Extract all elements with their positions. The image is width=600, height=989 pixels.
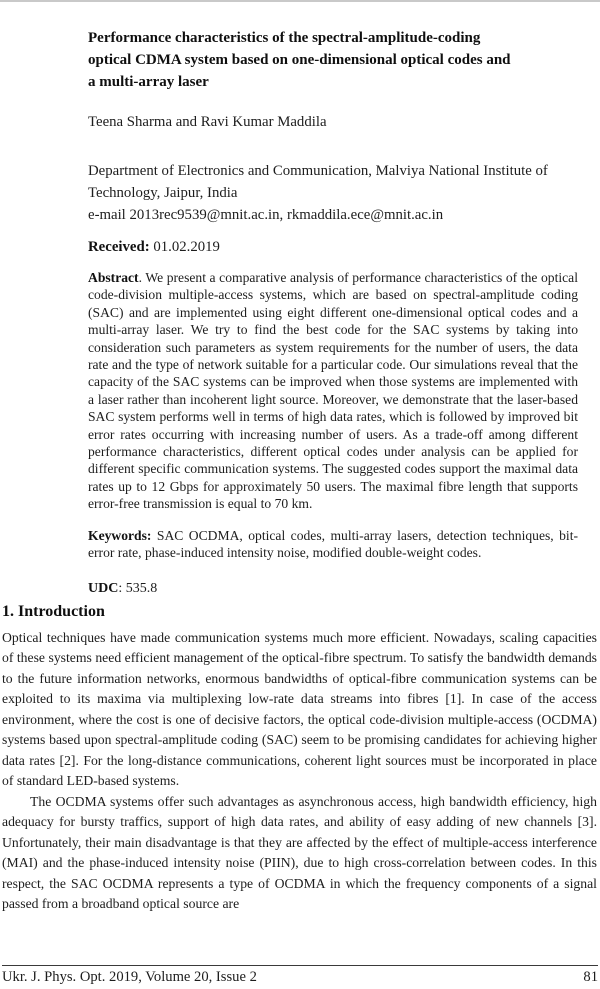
received-date: 01.02.2019 xyxy=(153,239,220,255)
title-line-3: a multi-array laser xyxy=(88,74,209,90)
email-line: e-mail 2013rec9539@mnit.ac.in, rkmaddila.ece@mnit.ac.in xyxy=(88,207,444,223)
keywords-label: Keywords: xyxy=(88,527,152,543)
received-line xyxy=(88,239,578,256)
abstract-label: Abstract xyxy=(88,270,139,285)
affiliation-block xyxy=(88,160,578,226)
scan-top-edge xyxy=(0,0,600,2)
article-body xyxy=(2,602,597,915)
affiliation-text: Department of Electronics and Communication, Malviya National Institute of Technology, Jaipur, India xyxy=(88,163,548,201)
page-number: 81 xyxy=(583,969,598,985)
introduction-paragraph-2: The OCDMA systems offer such advantages as asynchronous access, high bandwidth efficiency, high adequacy for bursty traffics, support of high data rates, and ability of easy adding of new channels [3]. Unfortunately, their main disadvantage is that they are affected by the effect of multiple-access interference (MAI) and the phase-induced intensity noise (PIIN), due to high cross-correlation between codes. In this respect, the SAC OCDMA represents a type of OCDMA in which the frequency components of a signal passed from a broadband optical source are xyxy=(2,793,597,912)
page-footer xyxy=(0,965,600,989)
udc-line xyxy=(88,580,578,597)
keywords-text: SAC OCDMA, optical codes, multi-array lasers, detection techniques, bit-error rate, phase-induced intensity noise, modified double-weight codes. xyxy=(88,527,578,561)
article-front-matter xyxy=(88,27,578,597)
section-heading-introduction: 1. Introduction xyxy=(2,602,105,620)
abstract-text: . We present a comparative analysis of performance characteristics of the optical code-division multiple-access systems, which are based on spectral-amplitude coding (SAC) and are implemented using eight different one-dimensional optical codes and a multi-array laser. We try to find the best code for the SAC systems by taking into consideration such parameters as system requirements for the number of users, the data rate and the type of network suitable for a particular code. Our simulations reveal that the capacity of the SAC systems can be improved when those systems are implemented with a laser rather than incoherent light source. Moreover, we demonstrate that the laser-based SAC system performs well in terms of high data rates, which is followed by improved bit error rates occurring with increasing number of users. As a trade-off among different performance characteristics, different optical codes under analysis can be applied for different specific communication systems. The suggested codes support the maximal data rates up to 12 Gbps for approximately 50 users. The maximal fibre length that supports error-free transmission is equal to 70 km. xyxy=(88,270,578,512)
abstract-paragraph xyxy=(88,269,578,513)
keywords-paragraph xyxy=(88,527,578,562)
introduction-paragraph-1: Optical techniques have made communication systems much more efficient. Nowadays, scaling capacities of these systems need efficient management of the optical-fibre spectrum. To satisfy the bandwidth demands to the future information networks, enormous bandwidths of optical-fibre communication systems can be exploited to its maxima via multiplexing low-rate data streams into fibres [1]. In case of the access environment, where the cost is one of decisive factors, the optical code-division multiple-access (OCDMA) systems based upon spectral-amplitude coding (SAC) seem to be promising candidates for achieving higher data rates [2]. For the long-distance communications, coherent light sources must be incorporated in place of standard LED-based systems. xyxy=(2,629,597,789)
received-label: Received: xyxy=(88,239,150,255)
article-title xyxy=(88,27,578,93)
title-line-2: optical CDMA system based on one-dimensional optical codes and xyxy=(88,52,511,68)
journal-citation: Ukr. J. Phys. Opt. 2019, Volume 20, Issue 2 xyxy=(2,969,257,985)
footer-row xyxy=(2,966,598,987)
udc-label: UDC xyxy=(88,580,119,596)
authors-line: Teena Sharma and Ravi Kumar Maddila xyxy=(88,114,327,130)
title-line-1: Performance characteristics of the spectral-amplitude-coding xyxy=(88,30,481,46)
udc-value: : 535.8 xyxy=(118,580,158,596)
